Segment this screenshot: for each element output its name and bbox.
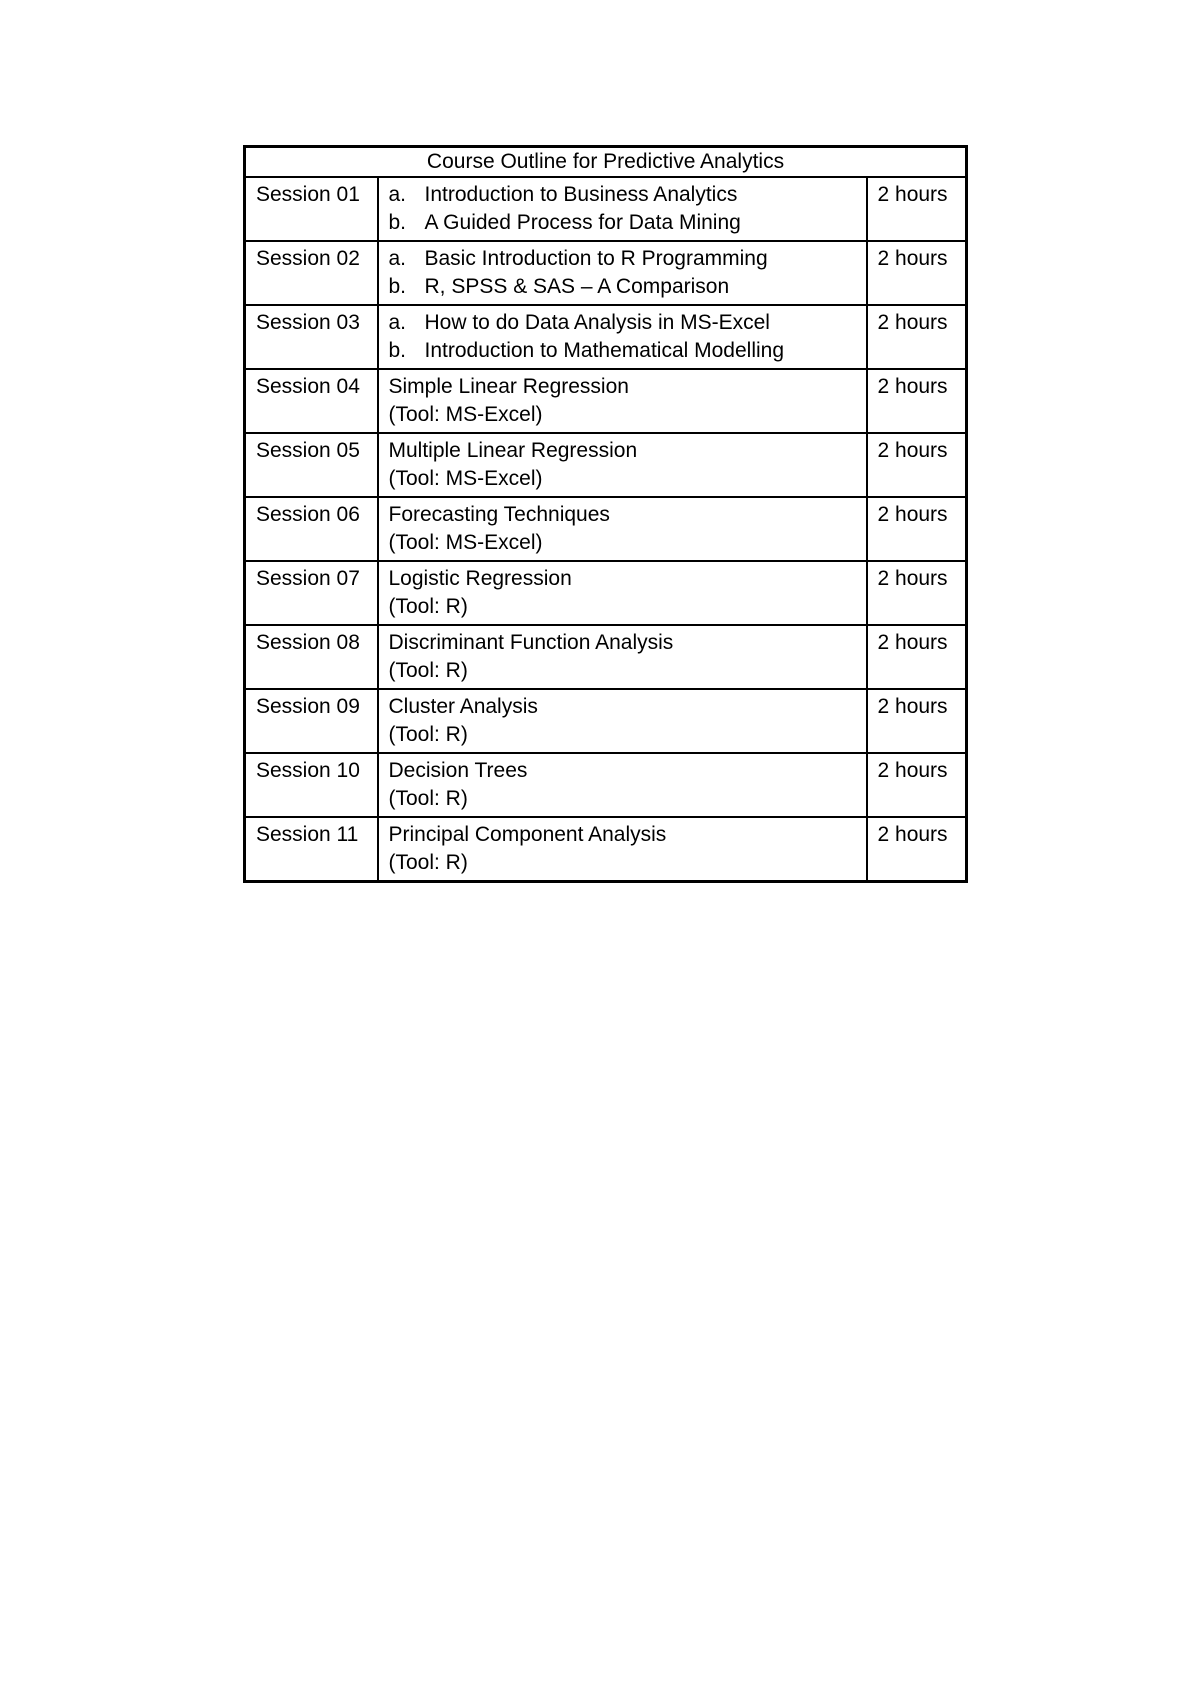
session-duration: 2 hours — [867, 561, 967, 625]
topic-text: Simple Linear Regression — [388, 375, 629, 398]
topic-letter: b. — [388, 339, 407, 362]
topic-tool: (Tool: R) — [388, 851, 468, 874]
session-topics — [378, 689, 867, 753]
table-row — [245, 817, 967, 882]
session-duration: 2 hours — [867, 625, 967, 689]
topic-text: Cluster Analysis — [388, 695, 538, 718]
topic-item — [389, 309, 856, 337]
topic-tool: (Tool: MS-Excel) — [388, 531, 543, 554]
session-duration: 2 hours — [867, 369, 967, 433]
table-row — [245, 305, 967, 369]
session-topics — [378, 625, 867, 689]
topic-item — [389, 245, 856, 273]
table-row — [245, 433, 967, 497]
topic-tool: (Tool: R) — [388, 659, 468, 682]
session-duration: 2 hours — [867, 817, 967, 882]
table-row — [245, 689, 967, 753]
session-topics — [378, 369, 867, 433]
session-label: Session 06 — [245, 497, 378, 561]
session-duration: 2 hours — [867, 241, 967, 305]
session-topics — [378, 561, 867, 625]
table-row — [245, 369, 967, 433]
session-topics — [378, 177, 867, 241]
topic-item — [389, 181, 856, 209]
session-duration: 2 hours — [867, 177, 967, 241]
session-topics — [378, 497, 867, 561]
topic-text: Decision Trees — [388, 759, 528, 782]
session-label: Session 07 — [245, 561, 378, 625]
topic-letter: a. — [388, 183, 407, 206]
session-label: Session 02 — [245, 241, 378, 305]
topic-item — [389, 337, 856, 365]
topic-item — [389, 209, 856, 237]
topic-text: Multiple Linear Regression — [388, 439, 638, 462]
topic-tool: (Tool: R) — [388, 787, 468, 810]
topic-text: Logistic Regression — [388, 567, 572, 590]
topic-text: R, SPSS & SAS – A Comparison — [424, 275, 730, 298]
topic-letter: b. — [388, 211, 407, 234]
table-title: Course Outline for Predictive Analytics — [245, 147, 967, 178]
table-row — [245, 753, 967, 817]
table-row — [245, 561, 967, 625]
session-label: Session 10 — [245, 753, 378, 817]
topic-text: Principal Component Analysis — [388, 823, 667, 846]
session-duration: 2 hours — [867, 433, 967, 497]
topic-letter: a. — [388, 247, 407, 270]
session-label: Session 09 — [245, 689, 378, 753]
topic-letter: a. — [388, 311, 407, 334]
session-duration: 2 hours — [867, 305, 967, 369]
session-label: Session 04 — [245, 369, 378, 433]
session-topics — [378, 753, 867, 817]
table-row — [245, 177, 967, 241]
table-row — [245, 497, 967, 561]
session-topics — [378, 433, 867, 497]
table-row — [245, 625, 967, 689]
topic-tool: (Tool: MS-Excel) — [388, 403, 543, 426]
session-label: Session 05 — [245, 433, 378, 497]
session-label: Session 01 — [245, 177, 378, 241]
topic-text: Introduction to Mathematical Modelling — [424, 339, 785, 362]
topic-item — [389, 273, 856, 301]
session-label: Session 11 — [245, 817, 378, 882]
topic-text: Forecasting Techniques — [388, 503, 610, 526]
session-topics — [378, 241, 867, 305]
topic-tool: (Tool: MS-Excel) — [388, 467, 543, 490]
topic-text: Discriminant Function Analysis — [388, 631, 674, 654]
topic-tool: (Tool: R) — [388, 595, 468, 618]
topic-text: A Guided Process for Data Mining — [424, 211, 741, 234]
session-topics — [378, 817, 867, 882]
table-row — [245, 241, 967, 305]
session-label: Session 08 — [245, 625, 378, 689]
session-duration: 2 hours — [867, 689, 967, 753]
topic-text: Introduction to Business Analytics — [424, 183, 738, 206]
session-label: Session 03 — [245, 305, 378, 369]
table-title-row — [245, 147, 967, 178]
topic-text: Basic Introduction to R Programming — [424, 247, 768, 270]
session-topics — [378, 305, 867, 369]
session-duration: 2 hours — [867, 497, 967, 561]
topic-text: How to do Data Analysis in MS-Excel — [424, 311, 770, 334]
course-outline-table — [243, 145, 968, 883]
topic-tool: (Tool: R) — [388, 723, 468, 746]
topic-letter: b. — [388, 275, 407, 298]
session-duration: 2 hours — [867, 753, 967, 817]
